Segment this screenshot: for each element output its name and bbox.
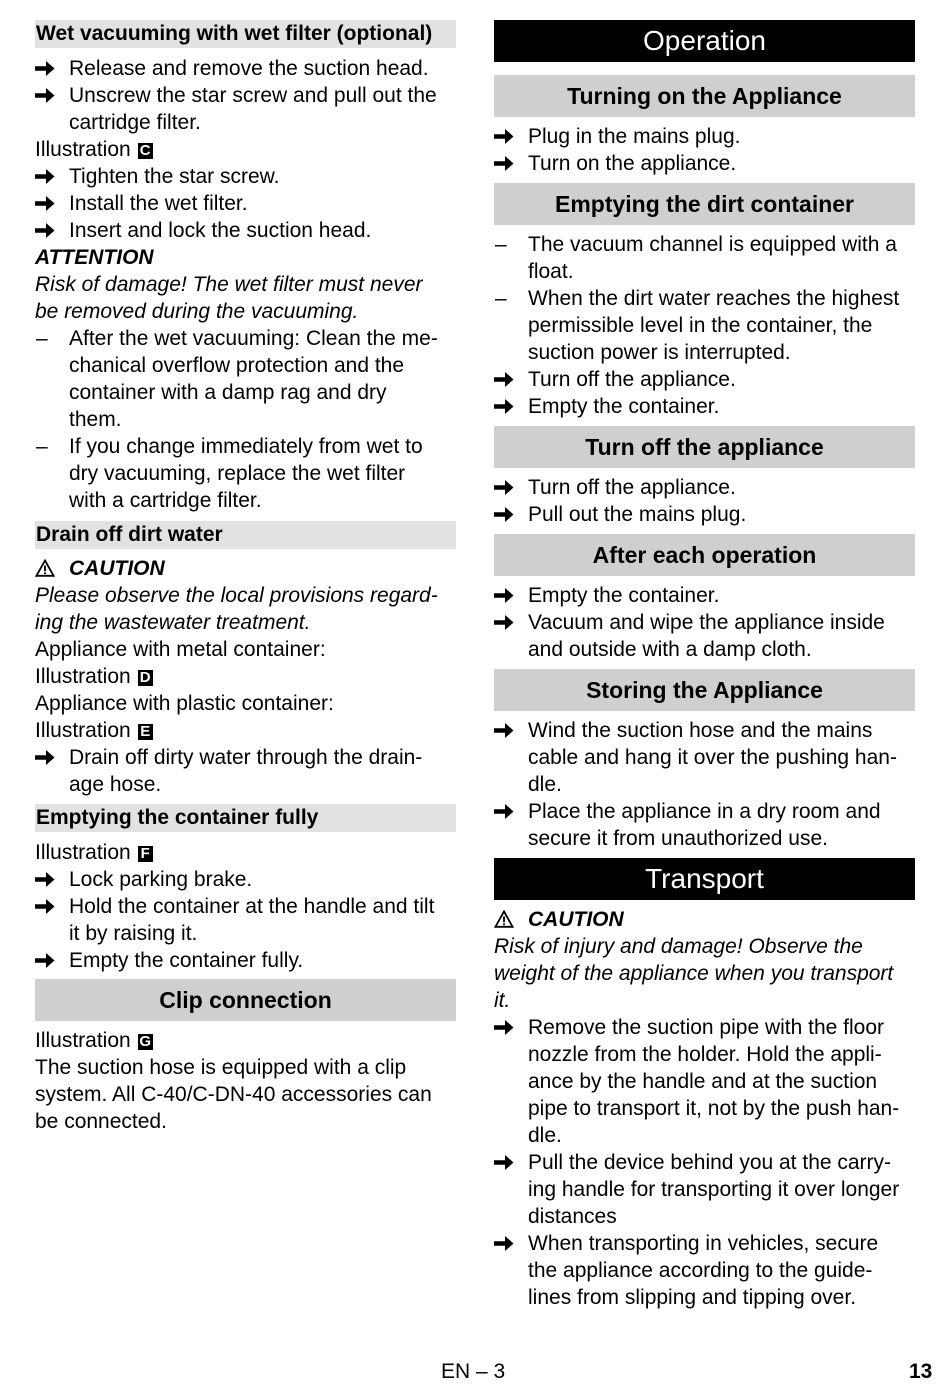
item-text-line: When transporting in vehicles, secure — [528, 1232, 879, 1255]
item-text — [528, 231, 897, 285]
item-text-line: with a cartridge filter. — [69, 489, 262, 512]
arrow-right-icon — [35, 195, 55, 212]
item-text-line: Wind the suction hose and the mains — [528, 719, 873, 742]
section-heading-turning-on: Turning on the Appliance — [494, 75, 915, 117]
illustration-label: Illustration — [35, 138, 131, 161]
illustration-label: Illustration — [35, 665, 131, 688]
arrow-right-icon — [494, 398, 514, 415]
dash-row — [494, 231, 915, 285]
dash-glyph: – — [495, 233, 507, 256]
illustration-reference — [35, 1027, 153, 1054]
section-heading-wet-vacuuming: Wet vacuuming with wet filter (optional) — [35, 20, 456, 48]
arrow-right-icon — [494, 506, 514, 523]
step-marker — [35, 947, 67, 974]
illustration-label: Illustration — [35, 1029, 131, 1052]
item-text — [69, 325, 438, 433]
arrow-right-icon — [494, 1235, 514, 1252]
item-text-line: Turn off the appliance. — [528, 368, 736, 391]
clip-text-line-3: be connected. — [35, 1110, 167, 1133]
item-text-line: Vacuum and wipe the appliance inside — [528, 611, 885, 634]
caution-text-line-2: weight of the appliance when you transport — [494, 962, 894, 985]
section-heading-drain: Drain off dirt water — [35, 521, 456, 549]
attention-text-line-2: be removed during the vacuuming. — [35, 300, 359, 323]
item-text-line: ing handle for transporting it over longer — [528, 1178, 900, 1201]
plastic-container-text: Appliance with plastic container: — [35, 692, 334, 715]
dash-glyph: – — [36, 327, 48, 350]
item-text-line: Empty the container. — [528, 584, 720, 607]
item-text — [528, 798, 881, 852]
item-text-line: When the dirt water reaches the highest — [528, 287, 900, 310]
dash-row — [494, 285, 915, 366]
arrow-right-icon — [35, 87, 55, 104]
dash-glyph: – — [36, 435, 48, 458]
clip-text-line-2: system. All C-40/C-DN-40 accessories can — [35, 1083, 432, 1106]
step-marker — [494, 501, 526, 528]
item-text-line: After the wet vacuuming: Clean the me- — [69, 327, 438, 350]
arrow-right-icon — [494, 587, 514, 604]
arrow-right-icon — [35, 222, 55, 239]
item-text — [69, 55, 429, 82]
item-text-line: them. — [69, 408, 122, 431]
item-text — [528, 366, 736, 393]
caution-text-line-3: it. — [494, 989, 511, 1012]
attention-title: ATTENTION — [35, 246, 154, 269]
step-row — [35, 82, 456, 136]
step-marker — [494, 717, 526, 744]
step-item — [494, 582, 915, 663]
item-text-line: dle. — [528, 773, 562, 796]
item-text-line: Remove the suction pipe with the floor — [528, 1016, 885, 1039]
arrow-right-icon — [494, 722, 514, 739]
item-text-line: permissible level in the container, the — [528, 314, 873, 337]
warning-triangle-icon — [35, 559, 55, 577]
footer-language-page: EN – 3 — [441, 1360, 506, 1383]
chapter-title-operation: Operation — [494, 20, 915, 62]
step-row — [494, 609, 915, 663]
clip-text-line-1: The suction hose is equipped with a clip — [35, 1056, 407, 1079]
step-row — [35, 55, 456, 82]
step-row — [35, 190, 456, 217]
item-text-line: The vacuum channel is equipped with a — [528, 233, 897, 256]
arrow-right-icon — [494, 371, 514, 388]
item-text — [528, 1230, 878, 1311]
item-text-line: lines from slipping and tipping over. — [528, 1286, 857, 1309]
item-text — [69, 217, 371, 244]
arrow-right-icon — [494, 803, 514, 820]
step-marker — [494, 609, 526, 636]
item-text-line: ance by the handle and at the suction — [528, 1070, 878, 1093]
step-row — [494, 1230, 915, 1311]
arrow-right-icon — [35, 168, 55, 185]
item-text-line: suction power is interrupted. — [528, 341, 791, 364]
item-text-line: Install the wet filter. — [69, 192, 248, 215]
caution-text-line-2: ing the wastewater treatment. — [35, 611, 311, 634]
section-heading-clip: Clip connection — [35, 979, 456, 1021]
item-text-line: chanical overflow protection and the — [69, 354, 405, 377]
item-text-line: age hose. — [69, 773, 162, 796]
caution-title-text: CAUTION — [528, 908, 624, 931]
metal-container-text: Appliance with metal container: — [35, 638, 326, 661]
step-marker — [494, 798, 526, 825]
step-marker — [35, 217, 67, 244]
step-row — [35, 744, 456, 798]
dash-glyph: – — [495, 287, 507, 310]
warning-triangle-icon — [494, 910, 514, 928]
item-text-line: Place the appliance in a dry room and — [528, 800, 881, 823]
caution-title-text: CAUTION — [69, 557, 165, 580]
item-text — [69, 947, 303, 974]
illustration-badge: E — [138, 724, 153, 740]
step-row — [494, 1149, 915, 1230]
step-item — [494, 123, 915, 177]
item-text-line: dry vacuuming, replace the wet filter — [69, 462, 406, 485]
item-text — [69, 163, 279, 190]
step-marker — [494, 366, 526, 393]
item-text — [528, 1014, 899, 1149]
step-item — [494, 366, 915, 420]
step-row — [494, 123, 915, 150]
item-text-line: Tighten the star screw. — [69, 165, 280, 188]
item-text-line: dle. — [528, 1124, 562, 1147]
dash-item — [494, 231, 915, 366]
step-item — [35, 744, 456, 798]
dash-item — [35, 325, 456, 514]
item-text — [528, 1149, 899, 1230]
chapter-title-transport: Transport — [494, 858, 915, 900]
item-text — [69, 893, 434, 947]
item-text-line: Unscrew the star screw and pull out the — [69, 84, 437, 107]
step-marker — [494, 123, 526, 150]
arrow-right-icon — [494, 479, 514, 496]
step-row — [35, 866, 456, 893]
illustration-reference — [35, 839, 153, 866]
item-text-line: it by raising it. — [69, 922, 198, 945]
step-marker — [35, 82, 67, 109]
item-text — [528, 501, 746, 528]
step-marker — [494, 150, 526, 177]
arrow-right-icon — [494, 128, 514, 145]
item-text — [69, 82, 437, 136]
step-marker — [35, 744, 67, 771]
step-marker — [35, 163, 67, 190]
step-marker — [35, 893, 67, 920]
dash-row — [35, 433, 456, 514]
item-text-line: the appliance according to the guide- — [528, 1259, 873, 1282]
step-marker — [494, 474, 526, 501]
section-heading-emptying-dirt: Emptying the dirt container — [494, 183, 915, 225]
item-text-line: container with a damp rag and dry — [69, 381, 387, 404]
step-item — [35, 163, 456, 244]
step-item — [494, 717, 915, 852]
item-text-line: Pull the device behind you at the carry- — [528, 1151, 892, 1174]
item-text — [69, 744, 422, 798]
item-text — [528, 150, 736, 177]
step-marker — [494, 582, 526, 609]
item-text — [69, 866, 252, 893]
item-text-line: Plug in the mains plug. — [528, 125, 741, 148]
step-row — [494, 798, 915, 852]
dash-marker — [494, 231, 526, 258]
item-text-line: Insert and lock the suction head. — [69, 219, 372, 242]
item-text — [528, 609, 885, 663]
item-text-line: Empty the container fully. — [69, 949, 304, 972]
item-text-line: Empty the container. — [528, 395, 720, 418]
step-marker — [35, 866, 67, 893]
section-heading-storing: Storing the Appliance — [494, 669, 915, 711]
step-row — [494, 717, 915, 798]
arrow-right-icon — [35, 952, 55, 969]
section-heading-after-each: After each operation — [494, 534, 915, 576]
arrow-right-icon — [35, 60, 55, 77]
dash-marker — [35, 433, 67, 460]
arrow-right-icon — [35, 871, 55, 888]
step-marker — [494, 1149, 526, 1176]
step-row — [494, 393, 915, 420]
step-row — [494, 474, 915, 501]
step-row — [494, 150, 915, 177]
item-text-line: If you change immediately from wet to — [69, 435, 423, 458]
item-text-line: cartridge filter. — [69, 111, 201, 134]
illustration-reference — [35, 717, 153, 744]
dash-row — [35, 325, 456, 433]
item-text-line: nozzle from the holder. Hold the appli- — [528, 1043, 882, 1066]
step-row — [494, 582, 915, 609]
step-row — [35, 163, 456, 190]
item-text — [69, 433, 423, 514]
step-row — [35, 947, 456, 974]
step-marker — [494, 393, 526, 420]
arrow-right-icon — [494, 1154, 514, 1171]
step-row — [494, 1014, 915, 1149]
step-item — [35, 866, 456, 974]
step-marker — [35, 190, 67, 217]
step-item — [494, 1014, 915, 1311]
step-item — [35, 55, 456, 136]
attention-text-line-1: Risk of damage! The wet filter must never — [35, 273, 423, 296]
item-text-line: and outside with a damp cloth. — [528, 638, 812, 661]
item-text-line: cable and hang it over the pushing han- — [528, 746, 897, 769]
step-row — [35, 217, 456, 244]
dash-marker — [35, 325, 67, 352]
item-text-line: distances — [528, 1205, 617, 1228]
step-marker — [494, 1230, 526, 1257]
item-text-line: secure it from unauthorized use. — [528, 827, 828, 850]
arrow-right-icon — [494, 155, 514, 172]
item-text-line: Turn off the appliance. — [528, 476, 736, 499]
item-text-line: Hold the container at the handle and tilt — [69, 895, 435, 918]
item-text — [528, 285, 899, 366]
arrow-right-icon — [494, 1019, 514, 1036]
illustration-reference — [35, 663, 153, 690]
item-text — [528, 717, 897, 798]
illustration-badge: D — [138, 670, 153, 686]
item-text-line: Release and remove the suction head. — [69, 57, 429, 80]
illustration-reference — [35, 136, 153, 163]
item-text-line: float. — [528, 260, 574, 283]
caution-title — [494, 906, 624, 933]
illustration-badge: F — [138, 846, 153, 862]
arrow-right-icon — [35, 898, 55, 915]
section-heading-turn-off: Turn off the appliance — [494, 426, 915, 468]
item-text — [528, 474, 736, 501]
item-text-line: Turn on the appliance. — [528, 152, 737, 175]
caution-text-line-1: Please observe the local provisions regard- — [35, 584, 438, 607]
item-text-line: Pull out the mains plug. — [528, 503, 747, 526]
step-row — [35, 893, 456, 947]
item-text — [528, 582, 719, 609]
step-item — [494, 474, 915, 528]
item-text-line: pipe to transport it, not by the push han- — [528, 1097, 900, 1120]
arrow-right-icon — [494, 614, 514, 631]
step-marker — [494, 1014, 526, 1041]
dash-marker — [494, 285, 526, 312]
illustration-label: Illustration — [35, 719, 131, 742]
item-text — [528, 393, 719, 420]
illustration-badge: G — [139, 1033, 152, 1050]
step-row — [494, 366, 915, 393]
item-text-line: Lock parking brake. — [69, 868, 253, 891]
item-text — [69, 190, 248, 217]
illustration-label: Illustration — [35, 841, 131, 864]
illustration-badge: C — [138, 143, 153, 159]
item-text-line: Drain off dirty water through the drain- — [69, 746, 423, 769]
step-row — [494, 501, 915, 528]
step-marker — [35, 55, 67, 82]
section-heading-emptying-fully: Emptying the container fully — [35, 804, 456, 832]
footer-page-number: 13 — [909, 1360, 933, 1383]
caution-title — [35, 555, 165, 582]
item-text — [528, 123, 740, 150]
caution-text-line-1: Risk of injury and damage! Observe the — [494, 935, 863, 958]
arrow-right-icon — [35, 749, 55, 766]
